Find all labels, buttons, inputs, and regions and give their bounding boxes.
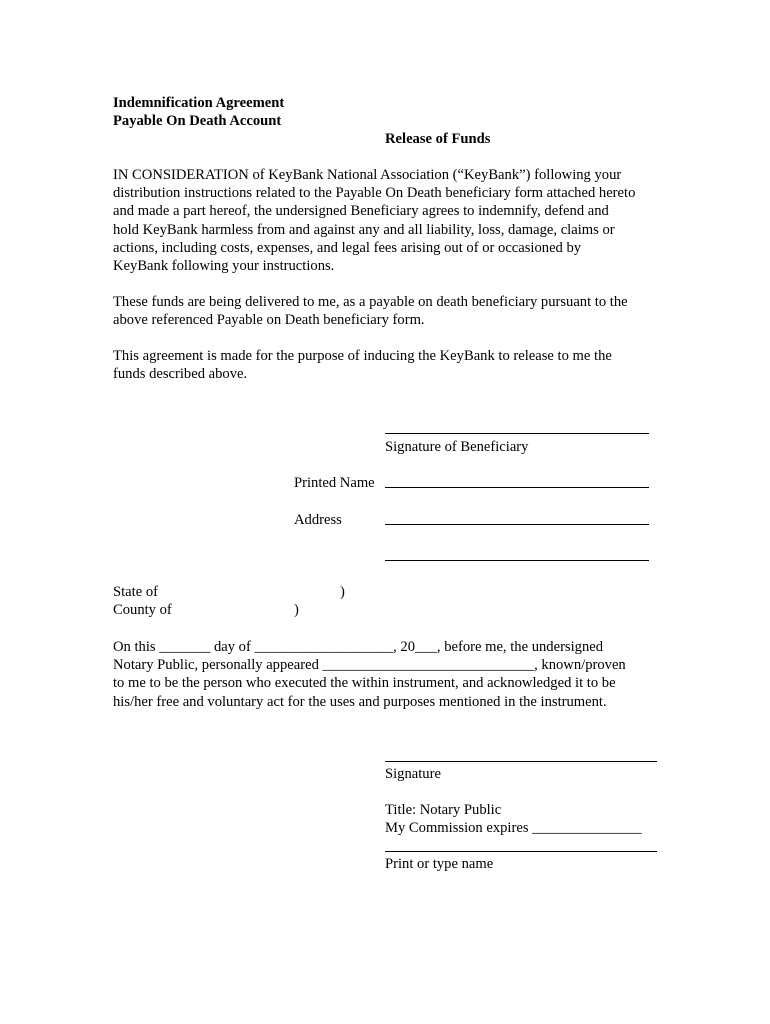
paragraph-line: IN CONSIDERATION of KeyBank National Association (“KeyBank”) following your <box>113 167 622 183</box>
beneficiary-signature-label: Signature of Beneficiary <box>385 439 529 455</box>
notary-print-name-line[interactable] <box>385 851 657 852</box>
beneficiary-signature-line[interactable] <box>385 433 649 434</box>
commission-expires-label: My Commission expires _______________ <box>385 820 642 836</box>
paragraph-line: These funds are being delivered to me, as a payable on death beneficiary pursuant to the <box>113 294 628 310</box>
consideration-paragraph <box>113 166 658 275</box>
address-line-1[interactable] <box>385 524 649 525</box>
document-title: Indemnification Agreement <box>113 95 285 111</box>
paragraph-line: This agreement is made for the purpose of inducing the KeyBank to release to me the <box>113 348 612 364</box>
paragraph-line: On this _______ day of ___________________, 20___, before me, the undersigned <box>113 639 604 655</box>
document-subtitle-account: Payable On Death Account <box>113 113 282 129</box>
paragraph-line: distribution instructions related to the Payable On Death beneficiary form attached hereto <box>113 185 636 202</box>
paragraph-line: above referenced Payable on Death beneficiary form. <box>113 312 425 329</box>
notary-acknowledgment-paragraph <box>113 638 658 711</box>
notary-signature-label: Signature <box>385 766 441 782</box>
paragraph-line: KeyBank following your instructions. <box>113 258 335 275</box>
state-paren: ) <box>340 584 345 600</box>
paragraph-line: hold KeyBank harmless from and against any and all liability, loss, damage, claims or <box>113 221 615 238</box>
purpose-paragraph <box>113 347 658 383</box>
notary-title-label: Title: Notary Public <box>385 802 502 818</box>
printed-name-line[interactable] <box>385 487 649 488</box>
state-label: State of <box>113 584 158 600</box>
paragraph-line: to me to be the person who executed the within instrument, and acknowledged it to be <box>113 675 616 692</box>
notary-signature-line[interactable] <box>385 761 657 762</box>
county-paren: ) <box>294 602 299 618</box>
funds-delivery-paragraph <box>113 293 658 329</box>
paragraph-line: his/her free and voluntary act for the uses and purposes mentioned in the instrument. <box>113 693 607 710</box>
address-line-2[interactable] <box>385 560 649 561</box>
paragraph-line: actions, including costs, expenses, and legal fees arising out of or occasioned by <box>113 239 582 256</box>
section-heading-release: Release of Funds <box>385 131 491 147</box>
county-label: County of <box>113 602 172 618</box>
paragraph-line: and made a part hereof, the undersigned Beneficiary agrees to indemnify, defend and <box>113 203 609 220</box>
printed-name-label: Printed Name <box>294 475 375 491</box>
print-name-label: Print or type name <box>385 856 494 872</box>
paragraph-line: Notary Public, personally appeared _____________________________, known/proven <box>113 657 626 674</box>
address-label: Address <box>294 512 342 528</box>
paragraph-line: funds described above. <box>113 366 248 383</box>
